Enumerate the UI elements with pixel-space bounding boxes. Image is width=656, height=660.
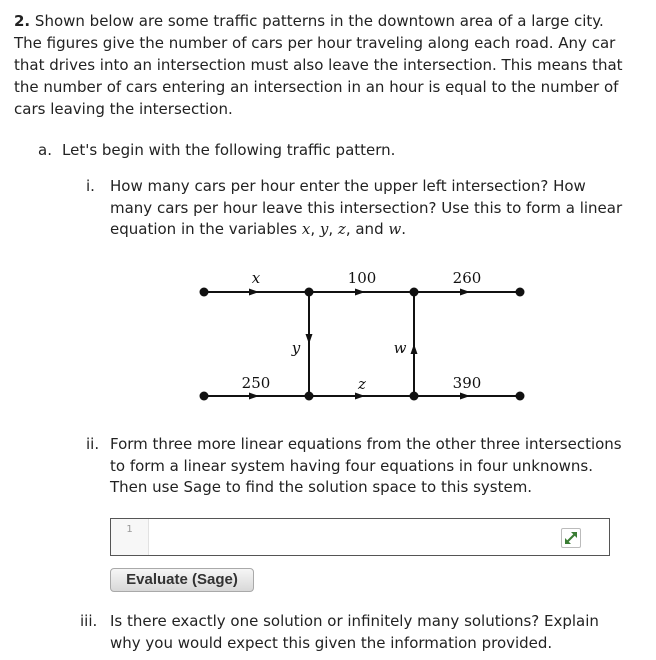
arrow-top-right (460, 289, 470, 296)
part-a-text: Let's begin with the following traffic pattern. (62, 141, 396, 159)
part-ii-marker: ii. (86, 435, 100, 453)
part-i (86, 176, 626, 241)
arrow-top-left (249, 289, 259, 296)
part-ii-text: Form three more linear equations from the other three intersections to form a linear system having four equations in four unknowns. Then use Sage to find the solution space to this system. (110, 435, 622, 496)
node-bottom-left-intersection (305, 392, 314, 401)
label-250: 250 (241, 374, 271, 392)
separator: , (328, 220, 338, 238)
node-top-end (516, 288, 525, 297)
part-a-marker: a. (38, 141, 52, 159)
code-input[interactable] (151, 519, 569, 555)
traffic-diagram (190, 262, 540, 412)
node-top-right-intersection (410, 288, 419, 297)
label-w: w (393, 339, 407, 357)
arrow-down-y (306, 334, 313, 344)
node-top-start (200, 288, 209, 297)
expand-icon (562, 529, 580, 547)
label-100: 100 (347, 269, 377, 287)
evaluate-sage-button[interactable]: Evaluate (Sage) (110, 568, 254, 592)
label-390: 390 (452, 374, 482, 392)
problem-statement (14, 10, 634, 120)
arrow-bottom-right (460, 393, 470, 400)
variable-z: z (337, 220, 346, 238)
variable-x: x (301, 220, 311, 238)
part-iii-marker: iii. (80, 612, 98, 630)
label-260: 260 (452, 269, 482, 287)
part-iii (80, 611, 626, 654)
node-top-left-intersection (305, 288, 314, 297)
part-i-text-after: . (401, 220, 406, 238)
label-x: x (251, 269, 261, 287)
part-iii-text: Is there exactly one solution or infinitely many solutions? Explain why you would expect this given the information provided. (110, 612, 599, 652)
part-i-text (110, 176, 626, 241)
arrow-bottom-left (249, 393, 259, 400)
part-a (38, 139, 638, 161)
variable-w: w (388, 220, 402, 238)
arrow-up-w (411, 344, 418, 354)
part-ii (86, 434, 626, 499)
arrow-top-middle (355, 289, 365, 296)
part-i-marker: i. (86, 177, 95, 195)
node-bottom-start (200, 392, 209, 401)
arrow-bottom-middle (355, 393, 365, 400)
problem-number: 2. (14, 12, 31, 30)
separator: , and (345, 220, 389, 238)
node-bottom-end (516, 392, 525, 401)
node-bottom-right-intersection (410, 392, 419, 401)
expand-editor-button[interactable] (561, 528, 581, 548)
problem-intro: Shown below are some traffic patterns in the downtown area of a large city. The figures give the number of cars per hour traveling along each road. Any car that drives into an intersection must also leave the intersection. This means that the number of cars entering an intersection in an hour is equal to the number of cars leaving the intersection. (14, 12, 623, 118)
separator: , (310, 220, 320, 238)
part-i-text-before: How many cars per hour enter the upper left intersection? How many cars per hour leave this intersection? Use this to form a linear equation in the variables (110, 177, 623, 238)
variable-y: y (319, 220, 329, 238)
label-z: z (358, 375, 366, 393)
label-y: y (291, 339, 301, 357)
line-number-gutter: 1 (111, 519, 149, 555)
sage-code-editor[interactable] (110, 518, 610, 556)
